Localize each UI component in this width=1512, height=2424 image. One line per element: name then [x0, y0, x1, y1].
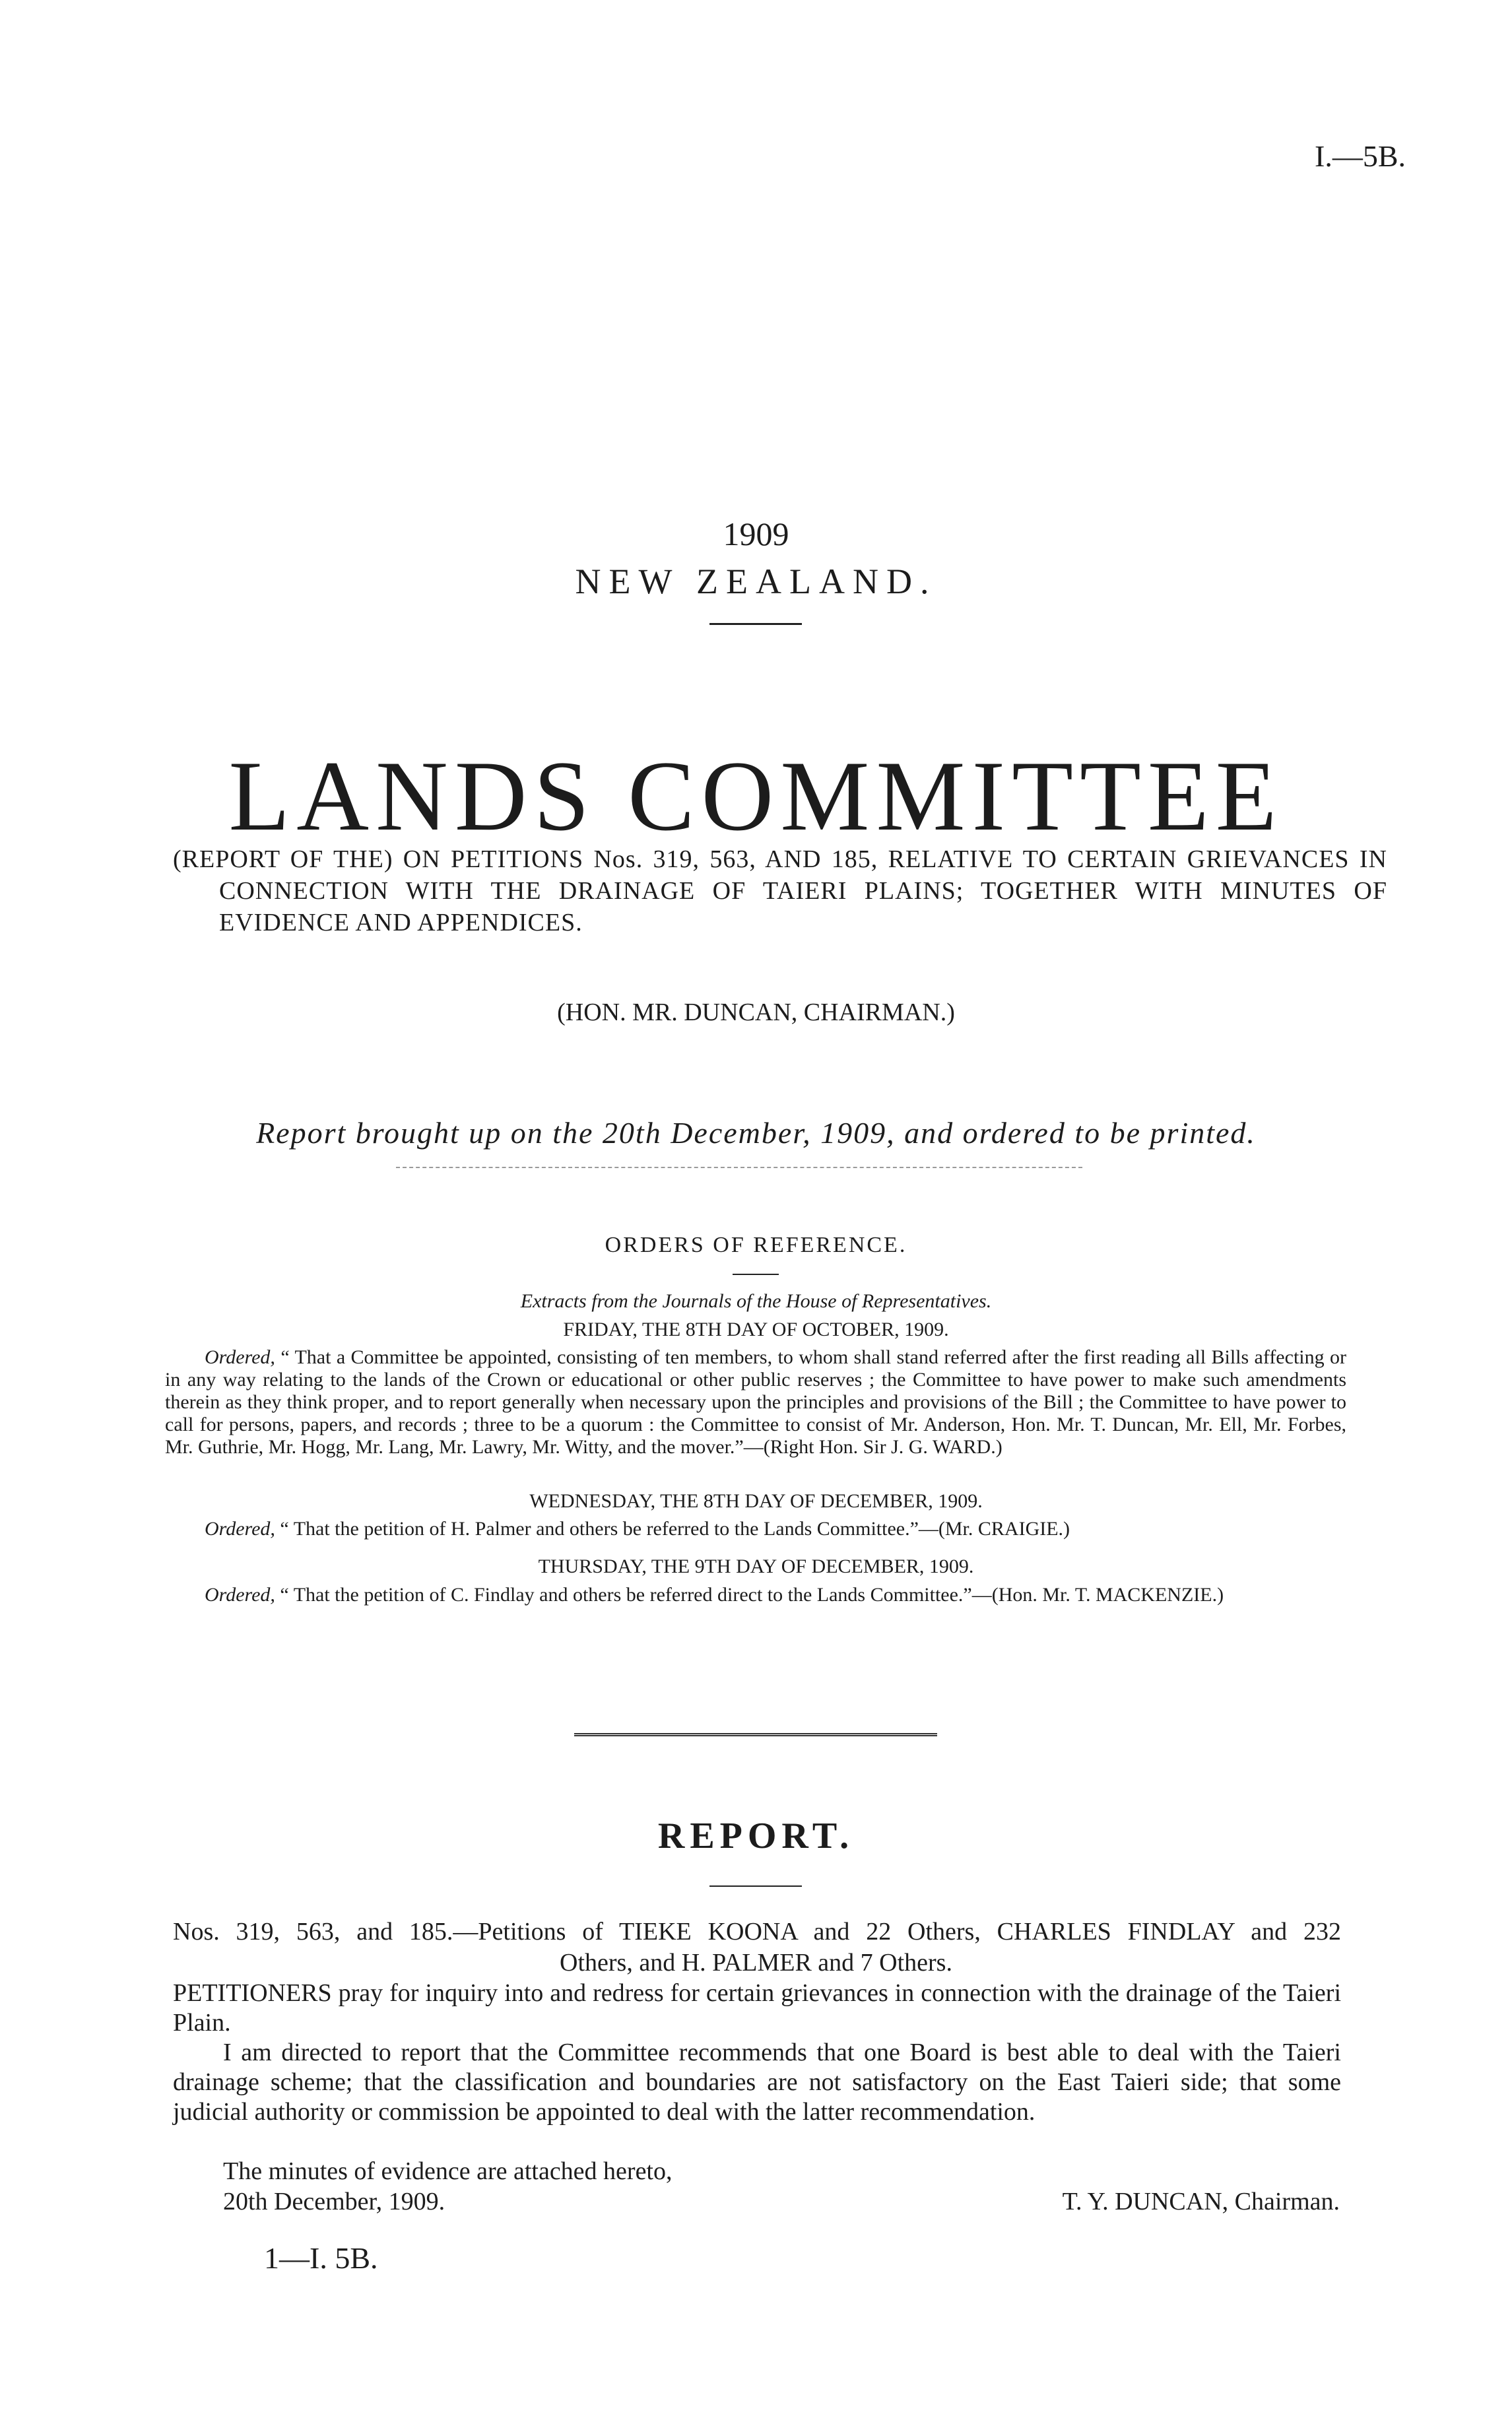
petitions-line-2: Others, and H. PALMER and 7 Others.: [560, 1949, 952, 1977]
order-ordered-3: Ordered,: [205, 1584, 275, 1606]
report-heading: REPORT.: [657, 1816, 855, 1856]
orders-divider: [733, 1274, 779, 1275]
petitioners-text: pray for inquiry into and redress for certain grievances in connection with the drainage of the Taieri Plain.: [173, 1979, 1342, 2037]
country-heading: NEW ZEALAND.: [575, 562, 937, 601]
chairman-line: (HON. MR. DUNCAN, CHAIRMAN.): [557, 999, 955, 1026]
order-body-1: “ That a Committee be appointed, consisting of ten members, to whom shall stand referred after the first reading all Bills affecting or in any way relating to the lands of the Crown or educational or other public reserves ; the Committee to have power to make such amendments therein as they think proper, and to report generally when necessary upon the principles and provisions of the Bill ; the Committee to have power to call for persons, papers, and records ; three to be a quorum : the Committee to consist of Mr. Anderson, Hon. Mr. T. Duncan, Mr. Ell, Mr. Forbes, Mr. Guthrie, Mr. Hogg, Mr. Lang, Mr. Lawry, Mr. Witty, and the mover.”—(Right Hon. Sir J. G. WARD.): [165, 1346, 1346, 1458]
order-date-1: FRIDAY, THE 8TH DAY OF OCTOBER, 1909.: [563, 1319, 949, 1340]
document-subtitle: (REPORT OF THE) ON PETITIONS Nos. 319, 563, AND 185, RELATIVE TO CERTAIN GRIEVANCES IN CONNECTION WITH THE DRAINAGE OF TAIERI PLAINS; TOGETHER WITH MINUTES OF EVIDENCE AND APPENDICES.: [173, 845, 1387, 936]
order-ordered-1: Ordered,: [205, 1346, 275, 1368]
order-text-2: [165, 1518, 1346, 1540]
order-date-2: WEDNESDAY, THE 8TH DAY OF DECEMBER, 1909.: [529, 1490, 983, 1512]
report-paragraph-1: [173, 1979, 1341, 2038]
petitioners-lead: PETITIONERS: [173, 1979, 332, 2007]
section-divider: [574, 1733, 937, 1736]
report-note-divider: [396, 1167, 1082, 1168]
report-date: 20th December, 1909.: [223, 2188, 445, 2215]
report-signature: T. Y. DUNCAN, Chairman.: [1062, 2188, 1340, 2215]
order-body-2: “ That the petition of H. Palmer and others be referred to the Lands Committee.”—(Mr. CRAIGIE.): [280, 1518, 1070, 1540]
order-text-1: [165, 1346, 1346, 1458]
report-paragraph-2: I am directed to report that the Committee recommends that one Board is best able to deal with the Taieri drainage scheme; that the classification and boundaries are not satisfactory on the East Taieri side; that some judicial authority or commission be appointed to deal with the latter recommendation.: [173, 2039, 1341, 2126]
page-reference: I.—5B.: [1315, 139, 1406, 173]
report-divider: [709, 1885, 802, 1887]
footer-reference: 1—I. 5B.: [264, 2241, 378, 2275]
orders-extracts-line: Extracts from the Journals of the House of Representatives.: [520, 1290, 992, 1312]
order-body-3: “ That the petition of C. Findlay and others be referred direct to the Lands Committee.”—(Hon. Mr. T. MACKENZIE.): [280, 1584, 1224, 1606]
title-divider: [709, 623, 802, 625]
order-text-3: [165, 1584, 1346, 1606]
report-paragraph-3: The minutes of evidence are attached hereto,: [223, 2157, 673, 2185]
order-ordered-2: Ordered,: [205, 1518, 275, 1540]
petitions-line-1: Nos. 319, 563, and 185.—Petitions of TIEKE KOONA and 22 Others, CHARLES FINDLAY and 232: [173, 1918, 1341, 1946]
year: 1909: [723, 515, 789, 552]
order-date-3: THURSDAY, THE 9TH DAY OF DECEMBER, 1909.: [538, 1556, 974, 1577]
orders-heading: ORDERS OF REFERENCE.: [605, 1233, 907, 1257]
report-note: Report brought up on the 20th December, 1909, and ordered to be printed.: [256, 1116, 1256, 1150]
document-title: LANDS COMMITTEE: [228, 740, 1284, 851]
